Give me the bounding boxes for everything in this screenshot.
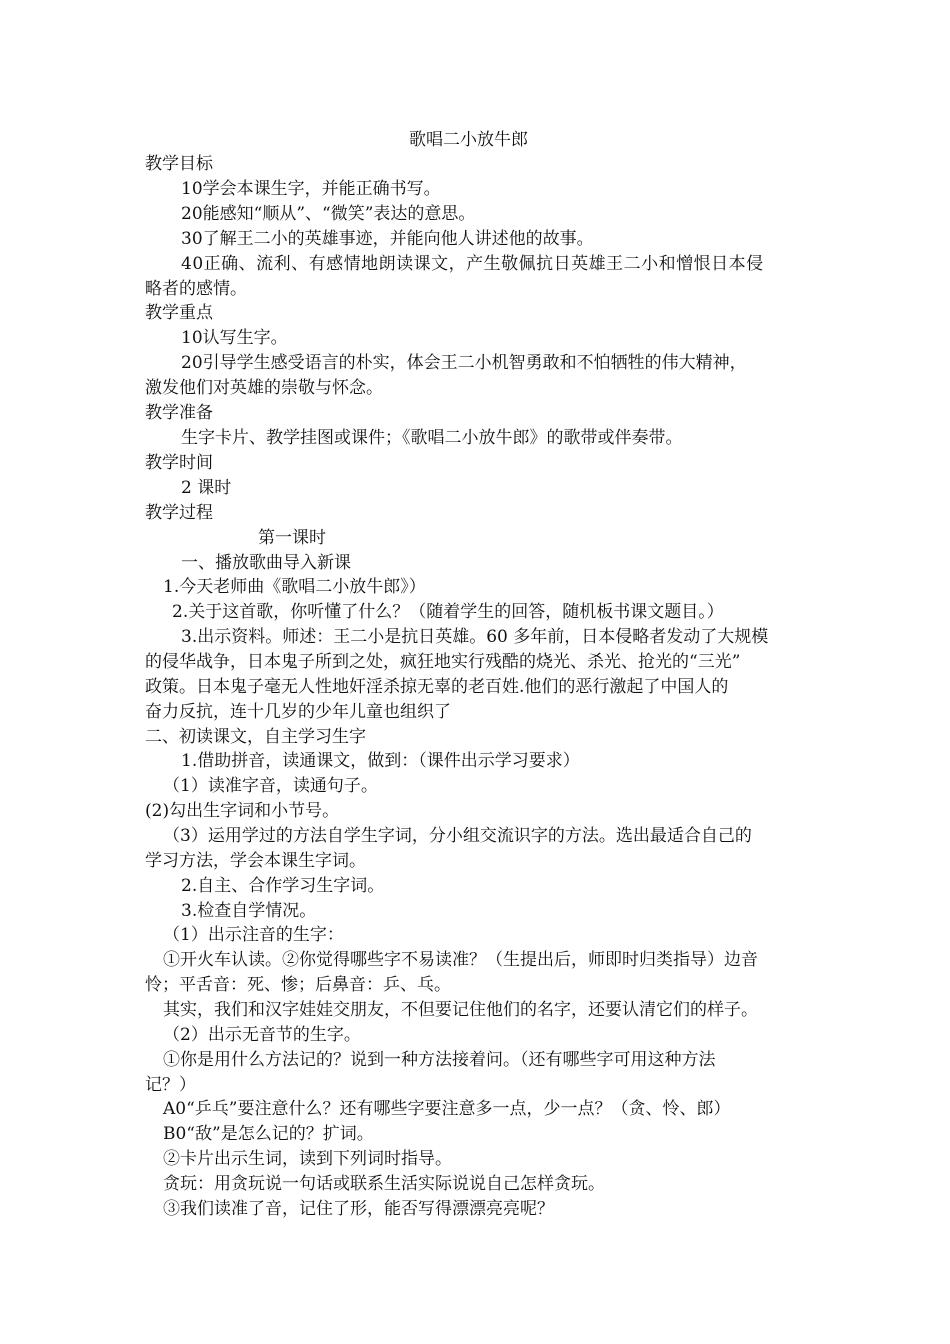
paragraph-line: 30了解王二小的英雄事迹，并能向他人讲述他的故事。	[181, 229, 594, 249]
paragraph-line: A0“乒乓”要注意什么？还有哪些字要注意多一点，少一点？（贪、怜、郎）	[163, 1099, 731, 1119]
paragraph-line: 生字卡片、教学挂图或课件；《歌唱二小放牛郎》的歌带或伴奏带。	[181, 428, 683, 448]
paragraph-line: 政策。日本鬼子毫无人性地奸淫杀掠无辜的老百姓.他们的恶行激起了中国人的	[145, 677, 729, 697]
paragraph-line: （1）读准字音，读通句子。	[163, 776, 378, 796]
paragraph-line: 学习方法，学会本课生字词。	[145, 851, 366, 871]
section-heading: 教学目标	[145, 154, 213, 174]
section-heading: 教学重点	[145, 303, 213, 323]
paragraph-line: 10学会本课生字，并能正确书写。	[181, 179, 441, 199]
paragraph-line: 40正确、流利、有感情地朗读课文，产生敬佩抗日英雄王二小和憎恨日本侵	[181, 254, 764, 274]
paragraph-line: 10认写生字。	[181, 328, 288, 348]
paragraph-line: ①你是用什么方法记的？说到一种方法接着问。（还有哪些字可用这种方法	[163, 1050, 716, 1070]
paragraph-line: ③我们读准了音，记住了形，能否写得漂漂亮亮呢？	[163, 1199, 554, 1219]
paragraph-line: 20能感知“顺从”、“微笑”表达的意思。	[181, 204, 476, 224]
section-heading: 二、初读课文，自主学习生字	[145, 727, 366, 747]
paragraph-line: B0“敌”是怎么记的？扩词。	[163, 1124, 374, 1144]
paragraph-line: (2)勾出生字词和小节号。	[145, 801, 340, 821]
paragraph-line: 2 课时	[181, 478, 232, 498]
paragraph-line: 贪玩：用贪玩说一句话或联系生活实际说说自己怎样贪玩。	[163, 1174, 605, 1194]
paragraph-line: 激发他们对英雄的崇敬与怀念。	[145, 378, 383, 398]
paragraph-line: （2）出示无音节的生字。	[163, 1025, 361, 1045]
paragraph-line: 3.出示资料。师述：王二小是抗日英雄。60 多年前，日本侵略者发动了大规模	[181, 627, 769, 647]
paragraph-line: 怜；平舌音：死、惨；后鼻音：乒、乓。	[145, 975, 451, 995]
paragraph-line: 其实，我们和汉字娃娃交朋友，不但要记住他们的名字，还要认清它们的样子。	[163, 1000, 758, 1020]
paragraph-line: 略者的感情。	[145, 279, 247, 299]
paragraph-line: （3）运用学过的方法自学生字词，分小组交流识字的方法。选出最适合自己的	[163, 826, 752, 846]
paragraph-line: ②卡片出示生词，读到下列词时指导。	[163, 1149, 452, 1169]
paragraph-line: 记？）	[145, 1075, 196, 1095]
document-title: 歌唱二小放牛郎	[409, 130, 528, 150]
paragraph-line: 2.自主、合作学习生字词。	[181, 876, 385, 896]
paragraph-line: 奋力反抗，连十几岁的少年儿童也组织了	[145, 702, 451, 722]
paragraph-line: 1.借助拼音，读通课文，做到：（课件出示学习要求）	[181, 751, 580, 771]
lesson-heading: 第一课时	[258, 528, 326, 548]
section-heading: 教学时间	[145, 453, 213, 473]
section-heading: 教学过程	[145, 503, 213, 523]
paragraph-line: 2.关于这首歌，你听懂了什么？（随着学生的回答，随机板书课文题目。）	[172, 602, 724, 622]
paragraph-line: 1.今天老师曲《歌唱二小放牛郎》）	[163, 577, 426, 597]
paragraph-line: 的侵华战争，日本鬼子所到之处，疯狂地实行残酷的烧光、杀光、抢光的“三光”	[145, 652, 741, 672]
paragraph-line: 3.检查自学情况。	[181, 901, 317, 921]
paragraph-line: （1）出示注音的生字：	[163, 925, 344, 945]
paragraph-line: 20引导学生感受语言的朴实，体会王二小机智勇敢和不怕牺牲的伟大精神，	[181, 353, 747, 373]
section-heading: 教学准备	[145, 403, 213, 423]
paragraph-line: 一、播放歌曲导入新课	[181, 553, 351, 573]
paragraph-line: ①开火车认读。②你觉得哪些字不易读准？（生提出后，师即时归类指导）边音	[163, 950, 758, 970]
